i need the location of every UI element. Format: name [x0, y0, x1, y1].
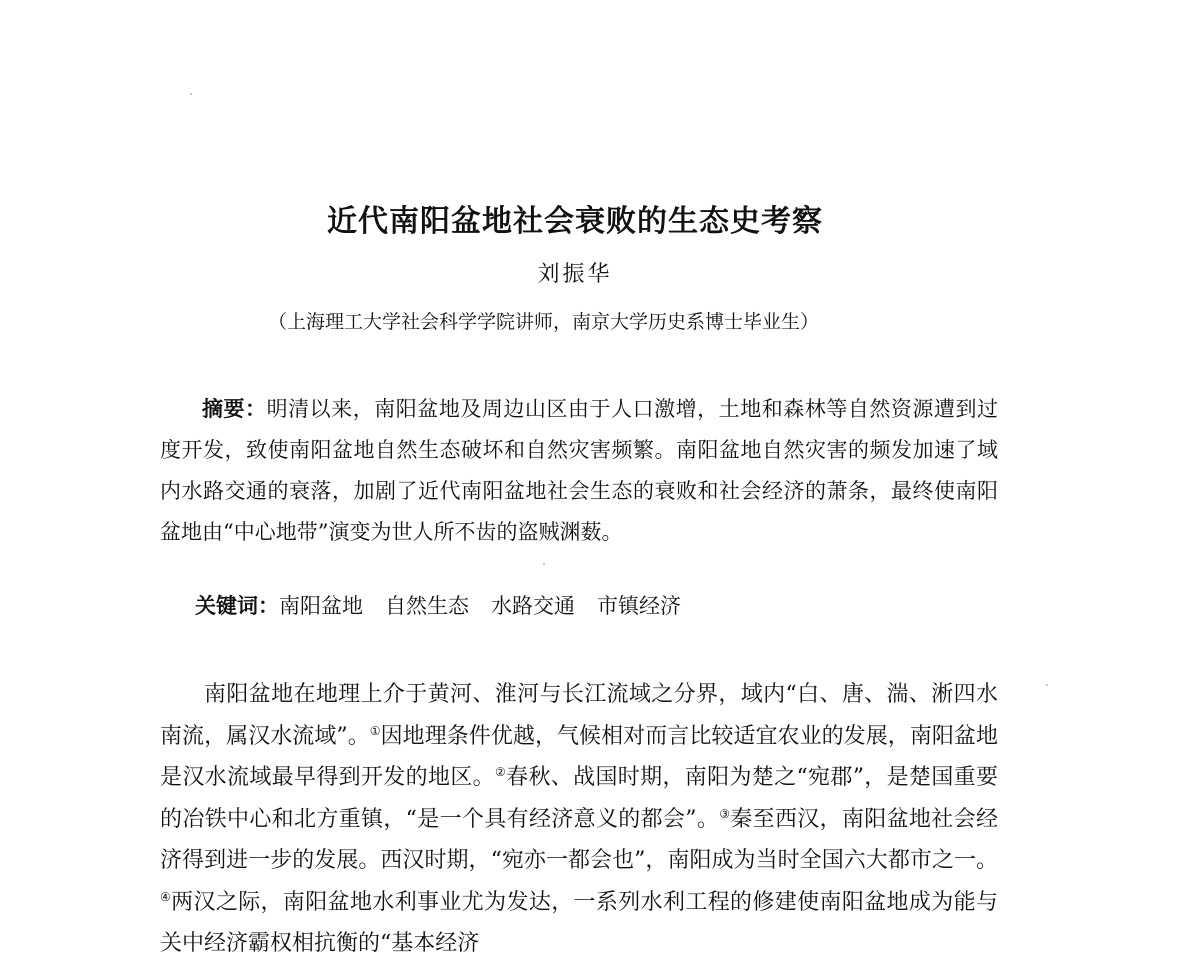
footnote-marker: ① — [369, 723, 381, 738]
keywords-label: 关键词： — [195, 593, 279, 618]
abstract — [160, 388, 998, 553]
footnote-marker: ② — [495, 765, 507, 779]
abstract-text: 明清以来，南阳盆地及周边山区由于人口激增，土地和森林等自然资源遭到过度开发，致使南阳盆地自然生态破坏和自然灾害频繁。南阳盆地自然灾害的频发加速了域内水路交通的衰落，加剧了近代南阳盆地社会生态的衰败和社会经济的萧条，最终使南阳盆地由“中心地带”演变为世人所不齿的盗贼渊薮。 — [160, 397, 999, 544]
body-paragraph — [160, 674, 998, 965]
scan-speck — [543, 563, 545, 565]
keywords — [195, 590, 703, 620]
body-text-segment: 春秋、战国时期，南阳为楚之“宛郡”，是楚国重要的冶铁中心和北方重镇，“是一个具有经济意义的都会”。 — [160, 765, 998, 832]
body-text-segment: 南阳盆地在地理上介于黄河、淮河与长江流域之分界，域内“白、唐、湍、淅四水南流，属汉水流域”。 — [160, 682, 998, 749]
article-title: 近代南阳盆地社会衰败的生态史考察 — [327, 204, 823, 239]
body-text-segment: 两汉之际，南阳盆地水利事业尤为发达，一系列水利工程的修建使南阳盆地成为能与关中经济霸权相抗衡的“基本经济 — [160, 889, 998, 956]
scan-speck — [190, 93, 192, 95]
author-affiliation: （上海理工大学社会科学学院讲师，南京大学历史系博士毕业生） — [268, 311, 820, 333]
keyword: 市镇经济 — [597, 594, 681, 618]
author-name: 刘振华 — [537, 262, 613, 287]
keyword: 南阳盆地 — [279, 594, 363, 618]
body-text-segment: 因地理条件优越，气候相对而言比较适宜农业的发展，南阳盆地是汉水流域最早得到开发的地区。 — [160, 723, 998, 790]
keyword: 自然生态 — [385, 594, 469, 618]
keyword: 水路交通 — [491, 594, 575, 618]
abstract-label: 摘要： — [202, 396, 267, 421]
footnote-marker: ④ — [160, 889, 172, 904]
footnote-marker: ③ — [719, 806, 731, 821]
scan-speck — [1046, 684, 1048, 686]
body-text-segment: 秦至西汉，南阳盆地社会经济得到进一步的发展。西汉时期，“宛亦一都会也”，南阳成为当时全国六大都市之一。 — [160, 806, 998, 873]
